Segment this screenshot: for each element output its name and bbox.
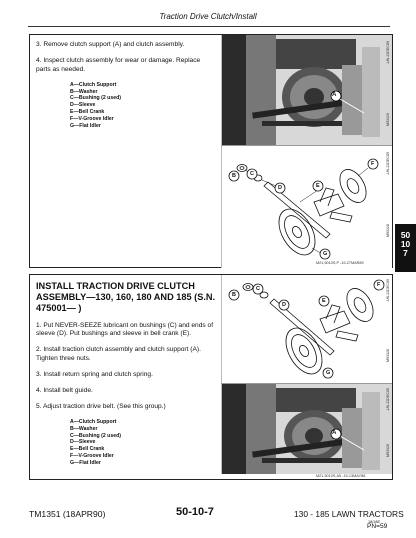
callout-label: G — [323, 251, 328, 257]
section-install-clutch — [29, 274, 393, 480]
callout-label: C — [250, 171, 254, 177]
header-rule — [28, 26, 390, 27]
footer-manual-id: TM1351 (18APR90) — [29, 509, 106, 519]
callout-label: D — [278, 185, 282, 191]
legend-item: E—Bell Crank — [70, 446, 105, 453]
callout-label: E — [322, 298, 326, 304]
legend-item: A—Clutch Support — [70, 418, 117, 425]
figure-clutch-exploded-view — [221, 275, 392, 383]
callout-label: E — [316, 183, 320, 189]
callout-label: A — [332, 430, 337, 436]
callout-label: B — [232, 292, 236, 298]
parts-legend — [70, 82, 216, 130]
legend-item: C—Bushing (2 used) — [70, 432, 122, 439]
figure-clutch-support-photo — [221, 35, 392, 145]
figure-code: -UN-22DEC89 — [386, 388, 390, 412]
section2-text — [36, 281, 216, 467]
legend-item: A—Clutch Support — [70, 81, 117, 88]
callout-label: B — [232, 173, 236, 179]
legend-item: G—Flat Idler — [70, 122, 101, 129]
legend-item: E—Bell Crank — [70, 109, 105, 116]
figure-caption: M21,5010S,A5 -19-13MAY88 — [316, 474, 366, 478]
callout-label: G — [326, 370, 331, 376]
callout-label: F — [371, 161, 375, 167]
step: 1. Put NEVER-SEEZE lubricant on bushings (C) and ends of sleeve (D). Put bushings and sleeve in bell crank (E). — [36, 321, 214, 338]
footer-pn: PN=59 — [367, 523, 388, 530]
legend-item: B—Washer — [70, 425, 98, 432]
step: 2. Install traction clutch assembly and clutch support (A). Tighten three nuts. — [36, 346, 201, 363]
callout-label: C — [256, 286, 260, 292]
legend-item: D—Sleeve — [70, 102, 96, 109]
step: 4. Inspect clutch assembly for wear or damage. Replace parts as needed. — [36, 56, 201, 73]
figure-clutch-support-photo — [221, 384, 392, 474]
tab-line: 10 — [400, 238, 411, 249]
legend-item: F—V-Groove Idler — [70, 453, 114, 460]
figure-code: M93326 — [386, 444, 390, 457]
step: 3. Remove clutch support (A) and clutch assembly. — [36, 41, 185, 48]
footer-page-number: 50-10-7 — [176, 506, 214, 518]
callout-label: D — [282, 302, 286, 308]
legend-item: D—Sleeve — [70, 439, 96, 446]
section-heading: INSTALL TRACTION DRIVE CLUTCH ASSEMBLY—130, 160, 180 AND 185 (S.N. 475001— ) — [36, 281, 216, 313]
section1-text — [36, 41, 216, 130]
figure-code: M93328 — [386, 224, 390, 237]
footer-product-name: 130 - 185 LAWN TRACTORS — [294, 509, 404, 519]
page-header-title: Traction Drive Clutch/Install — [159, 12, 257, 21]
step: 4. Install belt guide. — [36, 387, 93, 395]
step: 5. Adjust traction drive belt. (See this group.) — [36, 402, 166, 410]
tab-line: 7 — [403, 247, 408, 258]
figure-code: -UN-22DEC89 — [386, 41, 390, 65]
parts-legend — [70, 419, 216, 467]
figure-code: M93326 — [386, 113, 390, 126]
figure-code: -UN-22DEC89 — [386, 152, 390, 176]
figure-code: -UN-22DEC89 — [386, 279, 390, 303]
tab-line: 50 — [400, 230, 411, 240]
callout-label: A — [332, 92, 337, 98]
section-remove-clutch — [29, 34, 393, 268]
figure-code: M93328 — [386, 349, 390, 362]
clutch-photo-illustration — [222, 384, 392, 474]
figure-clutch-exploded-view — [221, 146, 392, 268]
step: 3. Install return spring and clutch spring. — [36, 371, 153, 379]
clutch-photo-illustration — [222, 35, 392, 145]
section-tab-marker — [395, 224, 416, 272]
footer-date-code: 18/18E — [368, 520, 381, 524]
legend-item: B—Washer — [70, 88, 98, 95]
legend-item: G—Flat Idler — [70, 459, 101, 466]
exploded-view-drawing — [222, 275, 392, 383]
exploded-view-drawing — [222, 146, 392, 268]
legend-item: F—V-Groove Idler — [70, 115, 114, 122]
figure-caption: M21,5010S,P -19-27MAR89 — [316, 261, 364, 265]
callout-label: F — [377, 282, 381, 288]
legend-item: C—Bushing (2 used) — [70, 95, 122, 102]
